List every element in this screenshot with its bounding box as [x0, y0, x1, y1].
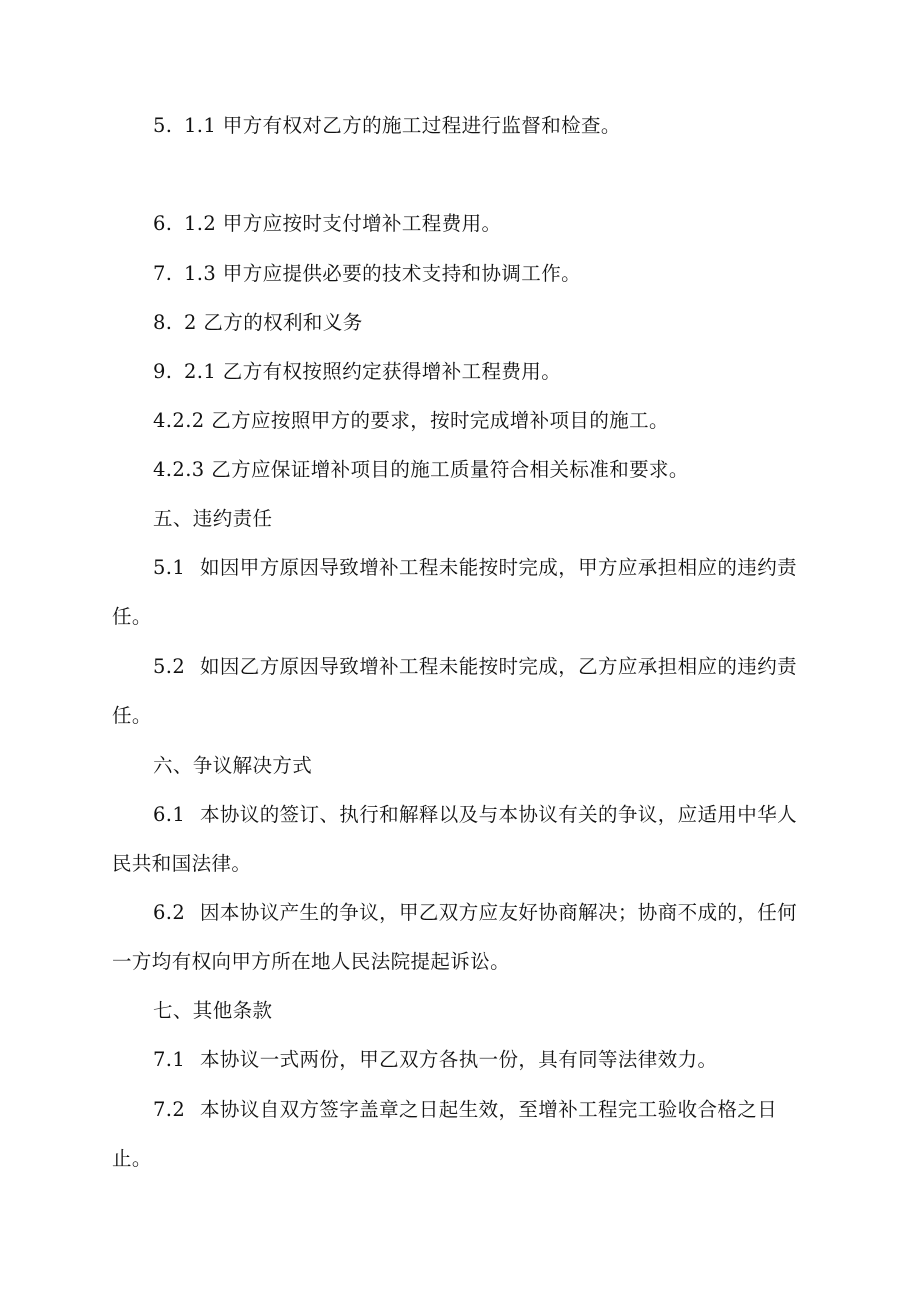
list-number: 8.	[153, 311, 173, 334]
clause-number: 7.2	[153, 1098, 186, 1121]
list-number: 9.	[153, 360, 173, 383]
clause-number: 5.2	[153, 655, 186, 678]
clause-text: 本协议自双方签字盖章之日起生效，至增补工程完工验收合格之日	[200, 1098, 778, 1121]
list-item	[153, 262, 581, 286]
clause-number: 6.1	[153, 803, 186, 826]
list-text: 2 乙方的权利和义务	[184, 311, 363, 334]
list-text: 2.1 乙方有权按照约定获得增补工程费用。	[184, 360, 562, 383]
clause-text: 本协议一式两份，甲乙双方各执一份，具有同等法律效力。	[200, 1048, 718, 1071]
clause-text: 如因乙方原因导致增补工程未能按时完成，乙方应承担相应的违约责	[200, 655, 798, 678]
section-heading-other: 七、其他条款	[153, 999, 273, 1022]
list-item	[153, 311, 363, 335]
clause-5-1-continued: 任。	[112, 605, 152, 628]
clause-5-2-continued: 任。	[112, 704, 152, 727]
clause-text: 如因甲方原因导致增补工程未能按时完成，甲方应承担相应的违约责	[200, 556, 798, 579]
clause-number: 5.1	[153, 556, 186, 579]
clause-7-2-continued: 止。	[112, 1147, 152, 1170]
clause-6-2-continued: 一方均有权向甲方所在地人民法院提起诉讼。	[112, 950, 511, 973]
clause-text: 因本协议产生的争议，甲乙双方应友好协商解决；协商不成的，任何	[200, 901, 798, 924]
clause-5-1	[153, 556, 797, 580]
clause-number: 7.1	[153, 1048, 186, 1071]
clause-6-1	[153, 803, 797, 827]
list-number: 5.	[153, 114, 173, 137]
clause-7-1	[153, 1048, 717, 1072]
clause-6-2	[153, 901, 797, 925]
clause-4-2-2: 4.2.2 乙方应按照甲方的要求，按时完成增补项目的施工。	[153, 409, 669, 432]
clause-7-2	[153, 1098, 777, 1122]
section-heading-dispute: 六、争议解决方式	[153, 754, 313, 777]
list-item	[153, 360, 561, 384]
clause-6-1-continued: 民共和国法律。	[112, 852, 252, 875]
clause-4-2-3: 4.2.3 乙方应保证增补项目的施工质量符合相关标准和要求。	[153, 458, 689, 481]
clause-number: 6.2	[153, 901, 186, 924]
list-text: 1.3 甲方应提供必要的技术支持和协调工作。	[184, 262, 582, 285]
section-heading-breach: 五、违约责任	[153, 507, 273, 530]
list-number: 7.	[153, 262, 173, 285]
clause-text: 本协议的签订、执行和解释以及与本协议有关的争议，应适用中华人	[200, 803, 798, 826]
clause-5-2	[153, 655, 797, 679]
list-text: 1.1 甲方有权对乙方的施工过程进行监督和检查。	[184, 114, 621, 137]
list-item	[153, 212, 501, 236]
list-number: 6.	[153, 212, 173, 235]
list-text: 1.2 甲方应按时支付增补工程费用。	[184, 212, 502, 235]
list-item	[153, 114, 621, 138]
